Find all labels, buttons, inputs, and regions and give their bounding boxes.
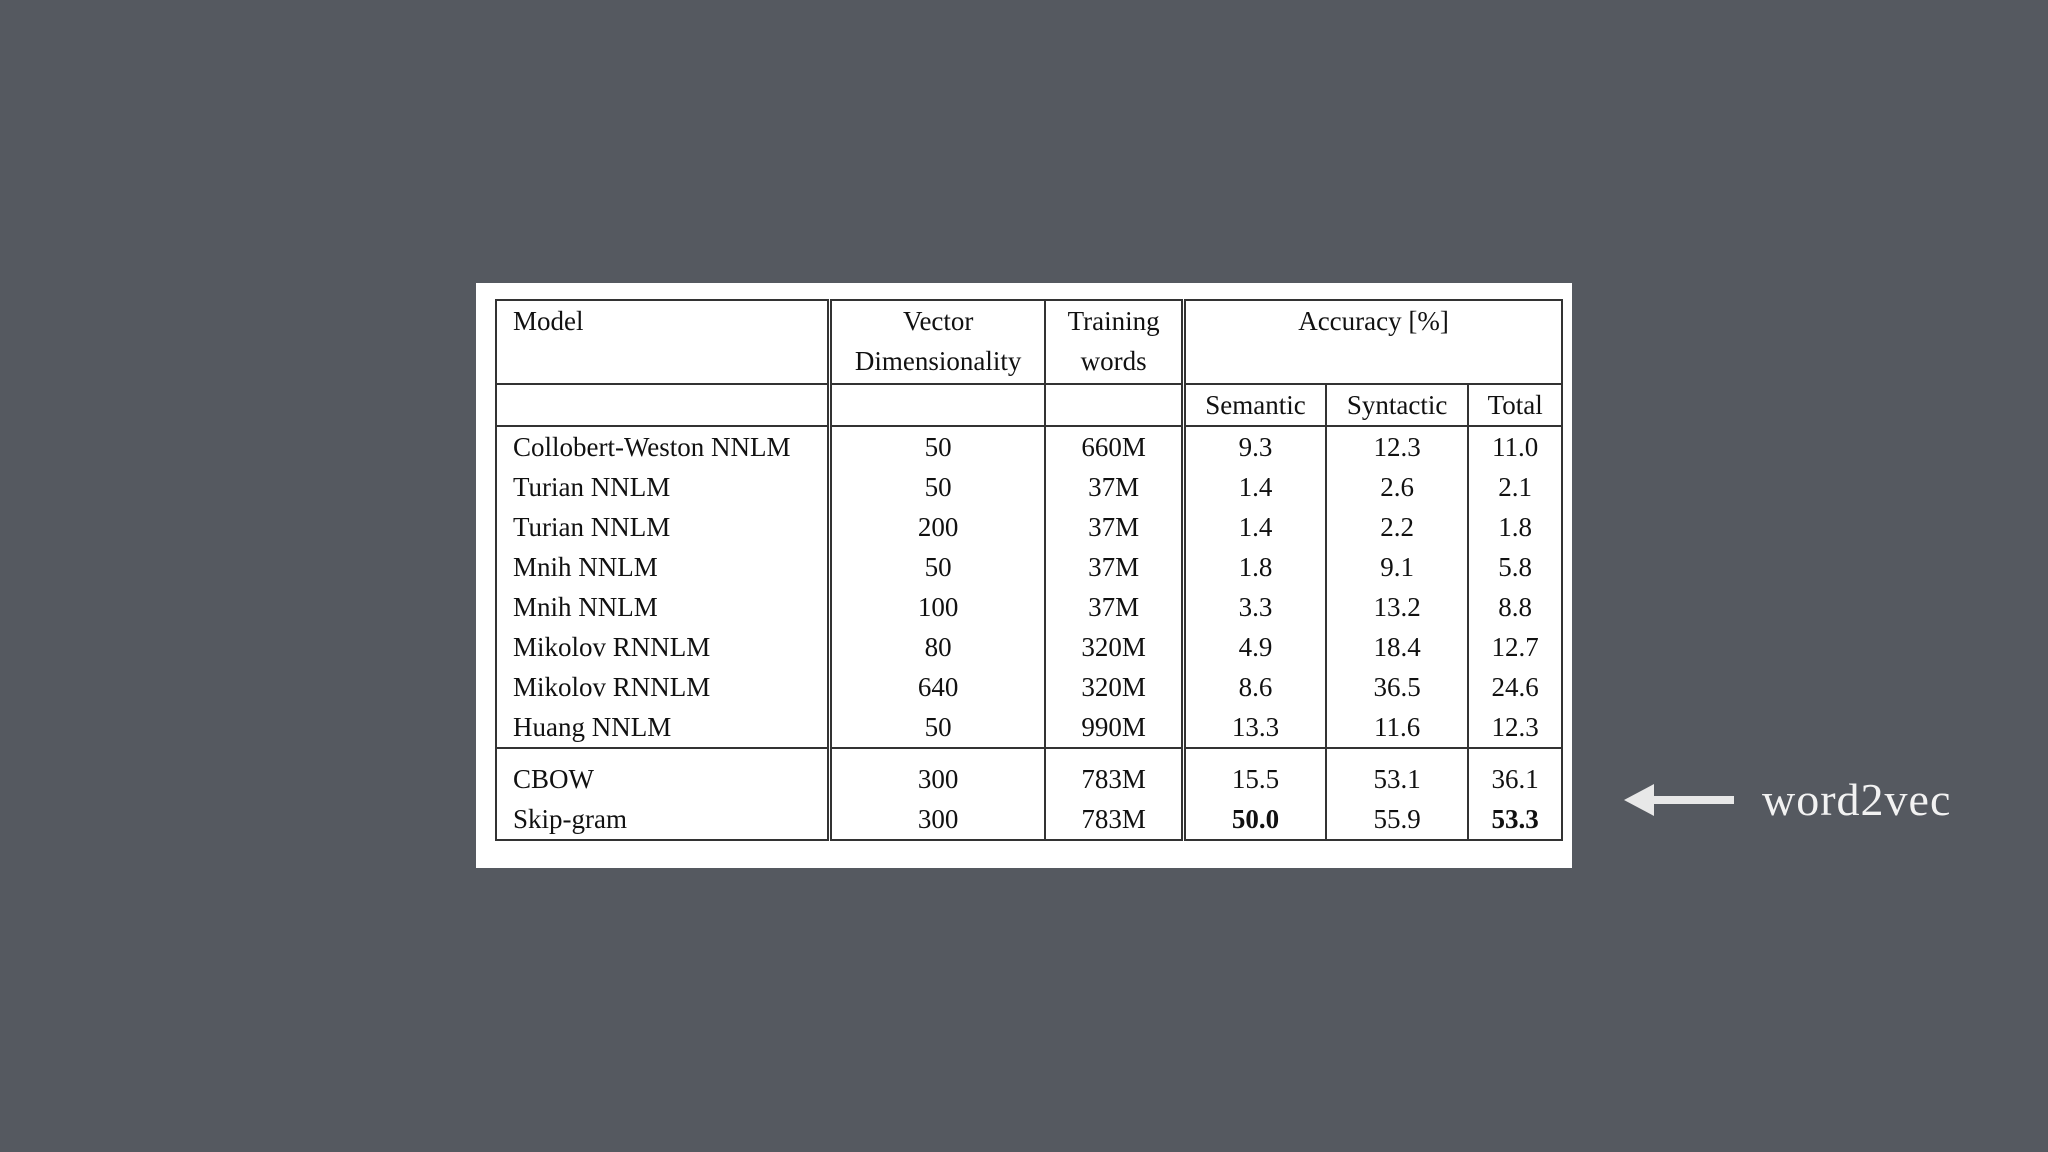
cell-model: Mikolov RNNLM [496, 667, 830, 707]
cell-dimensionality: 80 [830, 627, 1046, 667]
cell-syntactic: 2.6 [1326, 467, 1468, 507]
cell-dimensionality: 200 [830, 507, 1046, 547]
table-row [496, 707, 1562, 748]
cell-dimensionality: 50 [830, 707, 1046, 748]
cell-dimensionality: 50 [830, 547, 1046, 587]
cell-training-words: 990M [1045, 707, 1183, 748]
cell-total: 12.7 [1491, 632, 1539, 662]
word2vec-annotation [1624, 770, 1984, 830]
subheader-empty-dim [830, 384, 1046, 426]
cell-dimensionality: 300 [830, 799, 1046, 840]
cell-model: Turian NNLM [496, 467, 830, 507]
table-row [496, 426, 1562, 467]
cell-syntactic: 53.1 [1326, 748, 1468, 799]
cell-syntactic: 11.6 [1326, 707, 1468, 748]
subheader-empty-words [1045, 384, 1183, 426]
cell-syntactic: 36.5 [1326, 667, 1468, 707]
results-table-wrap [495, 299, 1563, 834]
cell-dimensionality: 640 [830, 667, 1046, 707]
cell-total: 8.8 [1498, 592, 1533, 622]
header-vector-dimensionality: Vector Dimensionality [830, 300, 1046, 384]
header-model: Model [496, 300, 830, 384]
cell-dimensionality: 100 [830, 587, 1046, 627]
cell-syntactic: 9.1 [1326, 547, 1468, 587]
cell-training-words: 320M [1045, 667, 1183, 707]
cell-total: 36.1 [1468, 748, 1562, 799]
cell-training-words: 37M [1045, 467, 1183, 507]
subheader-row [496, 384, 1562, 426]
cell-model: Collobert-Weston NNLM [496, 426, 830, 467]
cell-training-words: 660M [1045, 426, 1183, 467]
table-row [496, 799, 1562, 840]
cell-dimensionality: 50 [830, 467, 1046, 507]
cell-model: Mikolov RNNLM [496, 627, 830, 667]
word2vec-label: word2vec [1762, 774, 1952, 825]
subheader-empty-model [496, 384, 830, 426]
table-row [496, 748, 1562, 799]
word2vec-rows [496, 748, 1562, 840]
cell-total: 53.3 [1491, 804, 1539, 834]
table-row [496, 667, 1562, 707]
header-accuracy: Accuracy [%] [1298, 306, 1449, 336]
cell-semantic: 1.8 [1184, 547, 1326, 587]
cell-total: 11.0 [1468, 426, 1562, 467]
table-row [496, 587, 1562, 627]
cell-semantic: 4.9 [1184, 627, 1326, 667]
cell-dimensionality: 300 [830, 748, 1046, 799]
header-training-words: Training words [1045, 300, 1183, 384]
cell-syntactic: 13.2 [1326, 587, 1468, 627]
table-row [496, 467, 1562, 507]
results-table [495, 299, 1563, 841]
cell-semantic: 15.5 [1184, 748, 1326, 799]
table-row [496, 547, 1562, 587]
cell-total: 1.8 [1498, 512, 1533, 542]
arrow-left-icon [1624, 770, 1736, 830]
baseline-rows [496, 426, 1562, 748]
cell-semantic: 9.3 [1184, 426, 1326, 467]
cell-semantic: 8.6 [1184, 667, 1326, 707]
header-row [496, 300, 1562, 384]
cell-training-words: 783M [1045, 748, 1183, 799]
cell-total: 12.3 [1491, 712, 1539, 742]
table-row [496, 627, 1562, 667]
header-semantic: Semantic [1184, 384, 1326, 426]
cell-semantic: 50.0 [1184, 799, 1326, 840]
cell-training-words: 37M [1045, 587, 1183, 627]
cell-training-words: 320M [1045, 627, 1183, 667]
cell-syntactic: 12.3 [1326, 426, 1468, 467]
cell-semantic: 1.4 [1184, 507, 1326, 547]
cell-semantic: 1.4 [1184, 467, 1326, 507]
cell-total: 5.8 [1498, 552, 1533, 582]
cell-semantic: 3.3 [1184, 587, 1326, 627]
cell-model: Mnih NNLM [496, 547, 830, 587]
cell-syntactic: 55.9 [1326, 799, 1468, 840]
cell-dimensionality: 50 [830, 426, 1046, 467]
cell-total: 2.1 [1498, 472, 1533, 502]
cell-model: CBOW [496, 748, 830, 799]
cell-syntactic: 18.4 [1326, 627, 1468, 667]
table-row [496, 507, 1562, 547]
cell-training-words: 37M [1045, 547, 1183, 587]
cell-training-words: 37M [1045, 507, 1183, 547]
cell-model: Turian NNLM [496, 507, 830, 547]
header-syntactic: Syntactic [1326, 384, 1468, 426]
cell-model: Huang NNLM [496, 707, 830, 748]
header-total: Total [1468, 384, 1562, 426]
cell-training-words: 783M [1045, 799, 1183, 840]
cell-model: Skip-gram [496, 799, 830, 840]
cell-model: Mnih NNLM [496, 587, 830, 627]
cell-syntactic: 2.2 [1326, 507, 1468, 547]
cell-total: 24.6 [1491, 672, 1539, 702]
results-table-card [476, 283, 1572, 868]
cell-semantic: 13.3 [1184, 707, 1326, 748]
